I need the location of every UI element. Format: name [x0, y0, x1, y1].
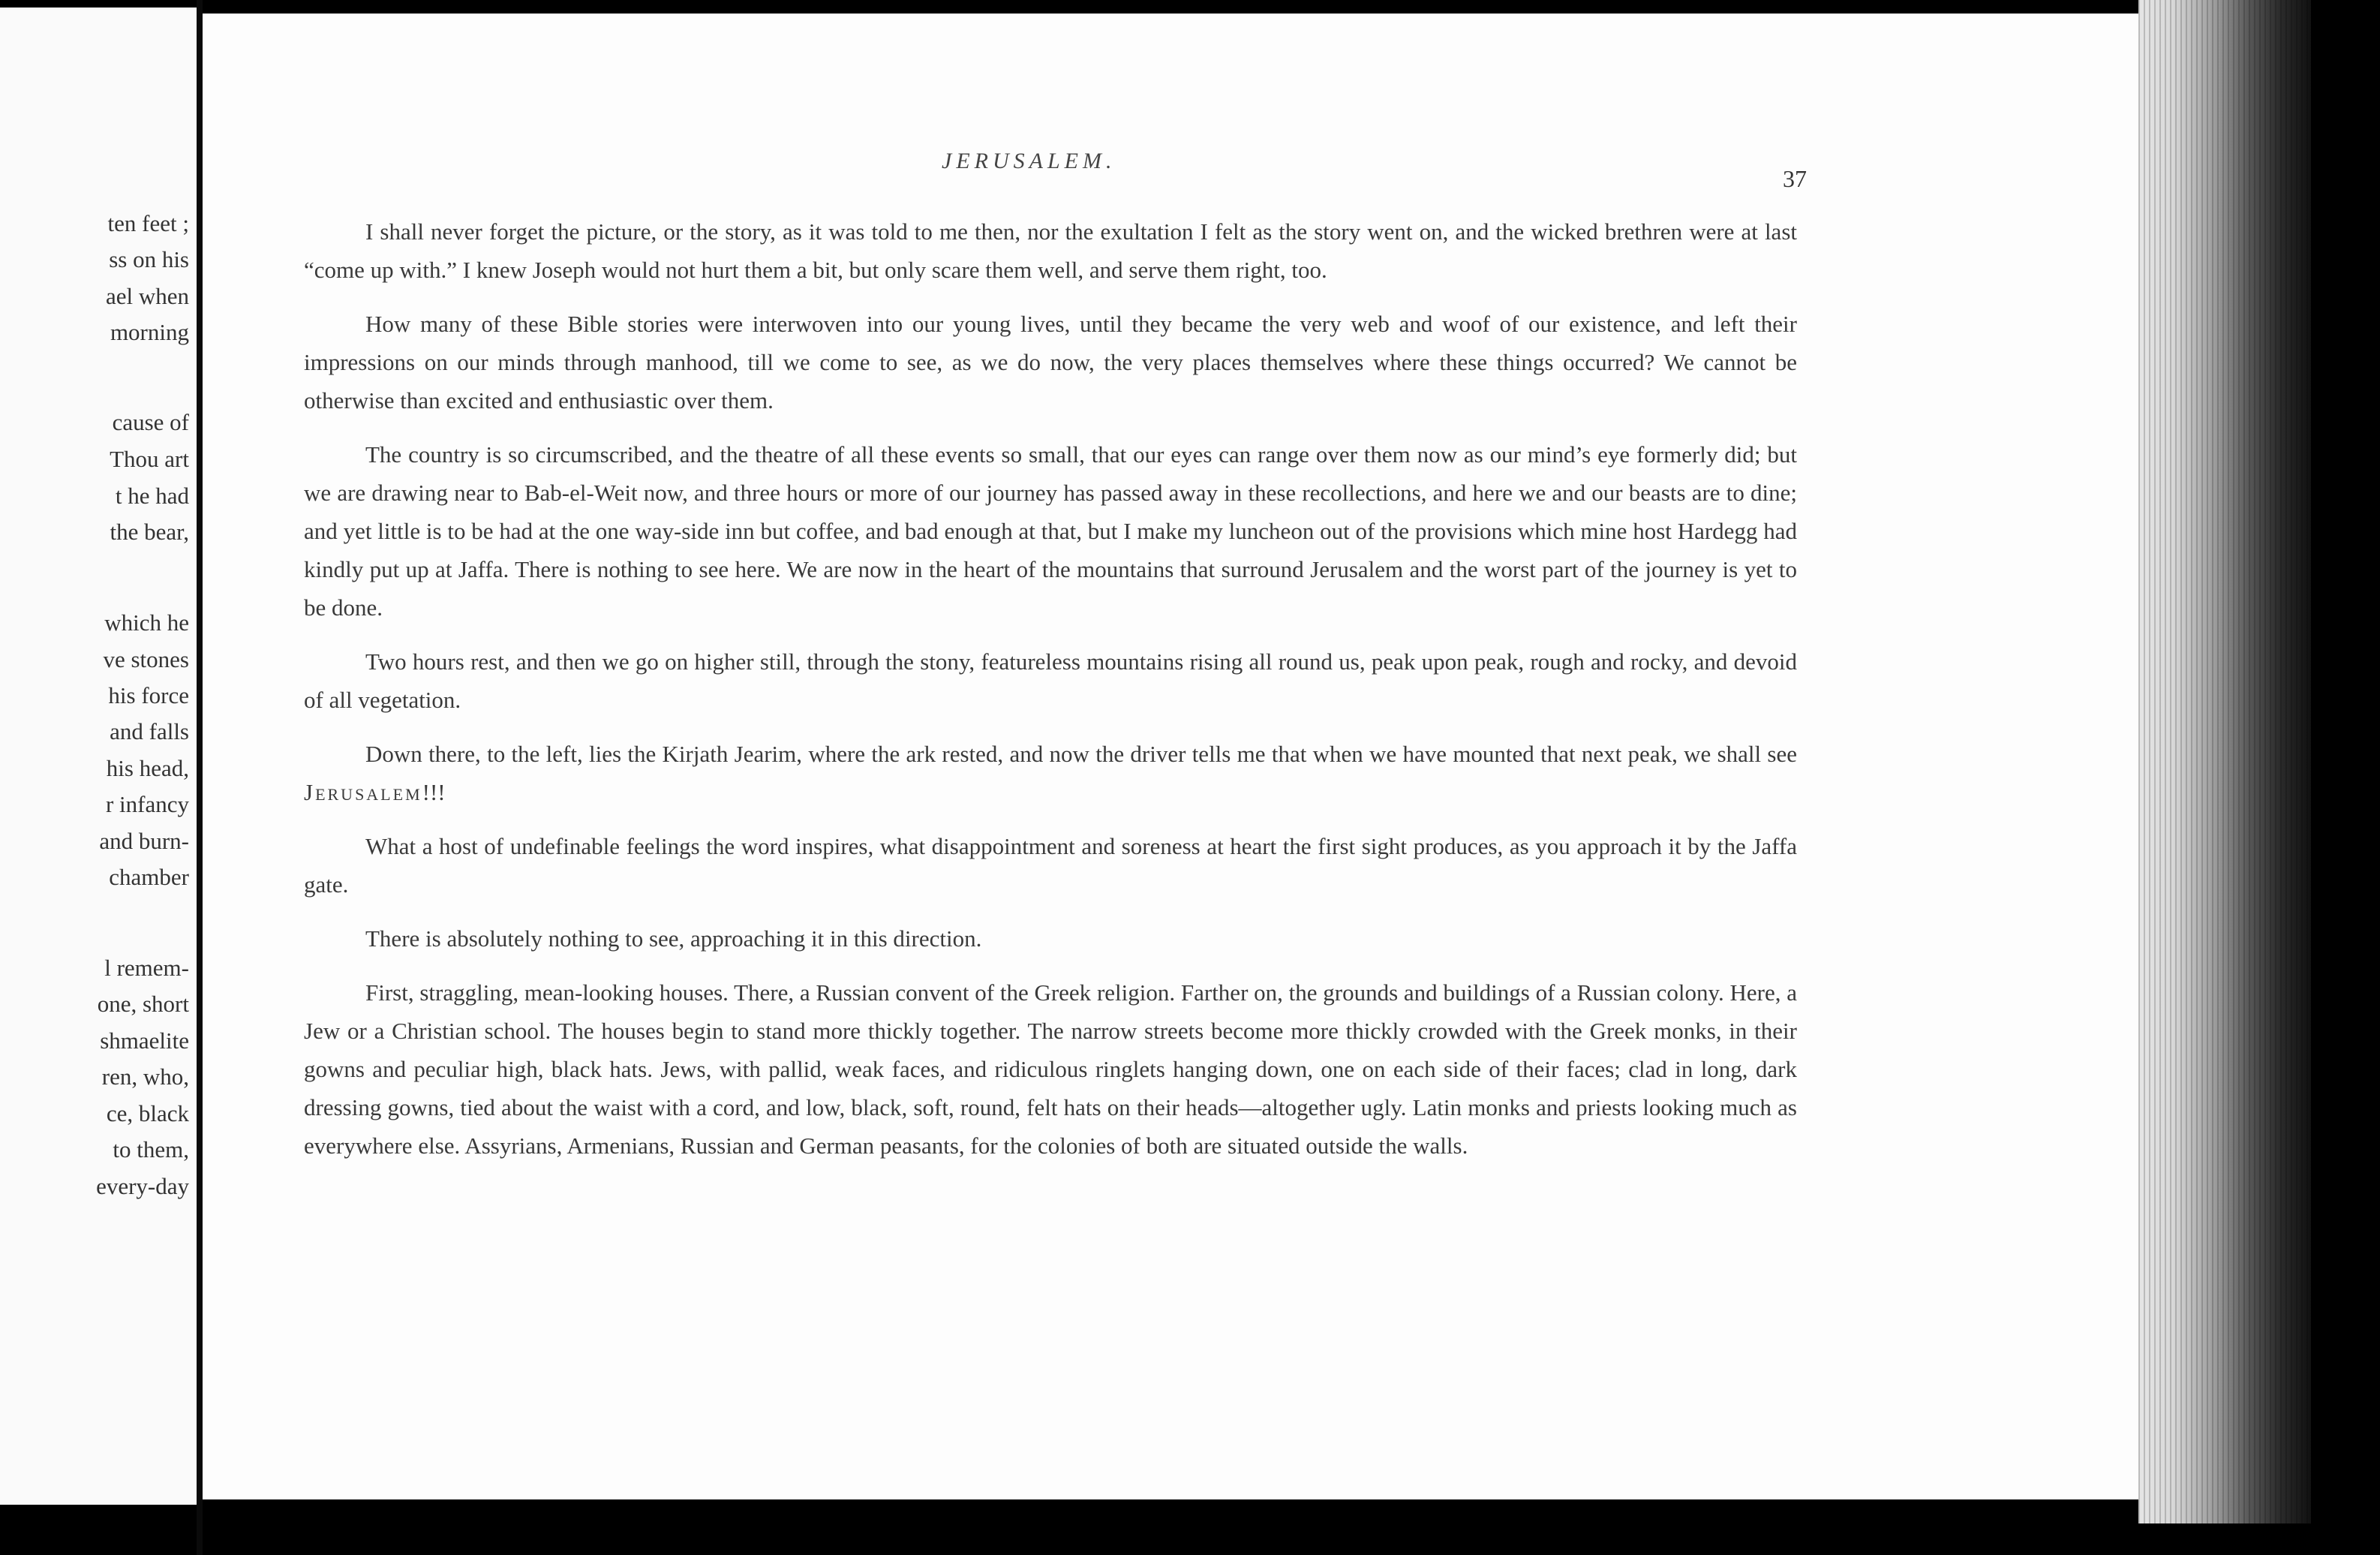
- paragraph: I shall never forget the picture, or the story, as it was told to me then, nor the exultation I felt as the story went on, and the wicked brethren were at last “come up with.” I knew Joseph would not hurt them a bit, but only scare them well, and serve them right, too.: [304, 218, 1797, 283]
- left-page-line: every-day: [96, 1173, 189, 1199]
- left-page-line: shmaelite: [100, 1027, 189, 1054]
- body-text: [304, 212, 1797, 1181]
- paragraph: How many of these Bible stories were interwoven into our young lives, until they became the very web and woof of our existence, and left their impressions on our minds through manhood, till we come to see, as we do now, the very places themselves where these things occurred? We cannot be otherwise than excited and enthusiastic over them.: [304, 311, 1797, 414]
- left-page-line: chamber: [109, 864, 189, 890]
- left-page-line: morning: [110, 319, 189, 345]
- left-page-line: t he had: [115, 483, 189, 509]
- left-page-line: and burn-: [99, 828, 189, 854]
- paragraph: [304, 735, 1797, 811]
- paragraph: There is absolutely nothing to see, approaching it in this direction.: [365, 925, 982, 952]
- left-page-line: ce, black: [106, 1100, 189, 1126]
- paragraph: The country is so circumscribed, and the theatre of all these events so small, that our eyes can range over them now as our mind’s eye formerly did; but we are drawing near to Bab-el-Weit now, and three hours or more of our journey has passed away in these recollections, and here we and our beasts are to dine; and yet little is to be had at the one way-side inn but coffee, and bad enough at that, but I make my luncheon out of the provisions which mine host Hardegg had kindly put up at Jaffa. There is nothing to see here. We are now in the heart of the mountains that surround Jerusalem and the worst part of the journey is yet to be done.: [304, 441, 1797, 621]
- jerusalem-small-caps: Jerusalem: [304, 779, 422, 805]
- book-gutter: [197, 0, 203, 1555]
- page-number: 37: [1783, 165, 1807, 192]
- left-page-line: ren, who,: [101, 1063, 189, 1090]
- left-page-line: and falls: [110, 718, 189, 744]
- left-page-line: Thou art: [110, 446, 189, 472]
- left-page-line: l remem-: [104, 955, 189, 981]
- left-page-line: to them,: [113, 1136, 189, 1162]
- paragraph: Two hours rest, and then we go on higher still, through the stony, featureless mountains rising all round us, peak upon peak, rough and rocky, and devoid of all vegetation.: [304, 648, 1797, 713]
- left-page-line: cause of: [112, 409, 189, 435]
- left-page-line: ael when: [105, 283, 189, 309]
- left-page-line: his force: [108, 682, 189, 708]
- left-page-line: ten feet ;: [107, 210, 189, 236]
- left-page-line: ve stones: [103, 646, 189, 672]
- left-page-line: ss on his: [109, 246, 189, 272]
- page-edge-lines: [2138, 0, 2311, 1523]
- paragraph-text: !!!: [422, 779, 446, 805]
- left-page-line: which he: [104, 609, 189, 636]
- left-page-line: his head,: [106, 755, 189, 781]
- left-page-line: r infancy: [105, 791, 189, 817]
- paragraph: First, straggling, mean-looking houses. There, a Russian convent of the Greek religion. Farther on, the grounds and buildings of a Russian colony. Here, a Jew or a Christian school. The houses begin to stand more thickly together. The narrow streets become more thickly crowded with the Greek monks, in their gowns and peculiar high, black hats. Jews, with pallid, weak faces, and ridiculous ringlets hanging down, one on each side of their faces; clad in long, dark dressing gowns, tied about the waist with a cord, and low, black, soft, round, felt hats on their heads—altogether ugly. Latin monks and priests looking much as everywhere else. Assyrians, Armenians, Russian and German peasants, for the colonies of both are situated outside the walls.: [304, 979, 1797, 1159]
- paragraph: What a host of undefinable feelings the word inspires, what disappointment and soreness at heart the first sight produces, as you approach it by the Jaffa gate.: [304, 833, 1797, 898]
- left-page-line: one, short: [97, 991, 189, 1017]
- paragraph-text: Down there, to the left, lies the Kirjath Jearim, where the ark rested, and now the driver tells me that when we have mounted that next peak, we shall see: [365, 741, 1797, 767]
- left-page-line: the bear,: [110, 519, 189, 545]
- left-page: [0, 8, 197, 1505]
- running-head: JERUSALEM.: [942, 149, 1116, 173]
